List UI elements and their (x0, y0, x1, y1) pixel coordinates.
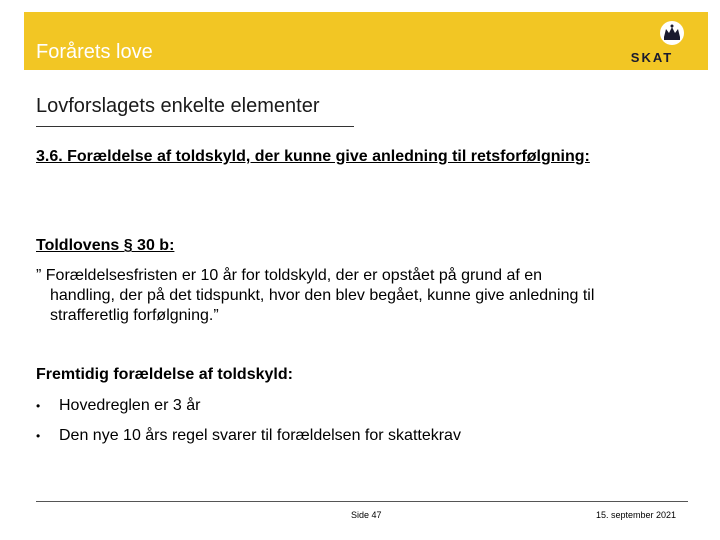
section-heading: 3.6. Forældelse af toldskyld, der kunne give anledning til retsforfølgning: (36, 148, 590, 165)
quote-line: strafferetlig forfølgning.” (50, 307, 219, 324)
bullet-icon: • (36, 429, 41, 443)
bullet-icon: • (36, 399, 41, 413)
page-subtitle: Lovforslagets enkelte elementer (36, 95, 320, 117)
page-number: Side 47 (351, 510, 382, 520)
footer-divider (36, 501, 688, 502)
quote-line: ” Forældelsesfristen er 10 år for toldskyld, der er opstået på grund af en (36, 267, 543, 284)
skat-wordmark: SKAT (630, 50, 674, 64)
law-quote (36, 266, 676, 326)
subtitle-divider (36, 126, 354, 127)
header-title: Forårets love (36, 41, 153, 63)
footer-date: 15. september 2021 (596, 510, 677, 520)
quote-line: handling, der på det tidspunkt, hvor den blev begået, kunne give anledning til (50, 287, 595, 304)
law-heading: Toldlovens § 30 b: (36, 237, 175, 254)
bullet-text: Hovedreglen er 3 år (59, 397, 201, 414)
future-heading: Fremtidig forældelse af toldskyld: (36, 366, 293, 383)
skat-logo (616, 18, 688, 64)
bullet-text: Den nye 10 års regel svarer til forældelsen for skattekrav (59, 427, 461, 444)
